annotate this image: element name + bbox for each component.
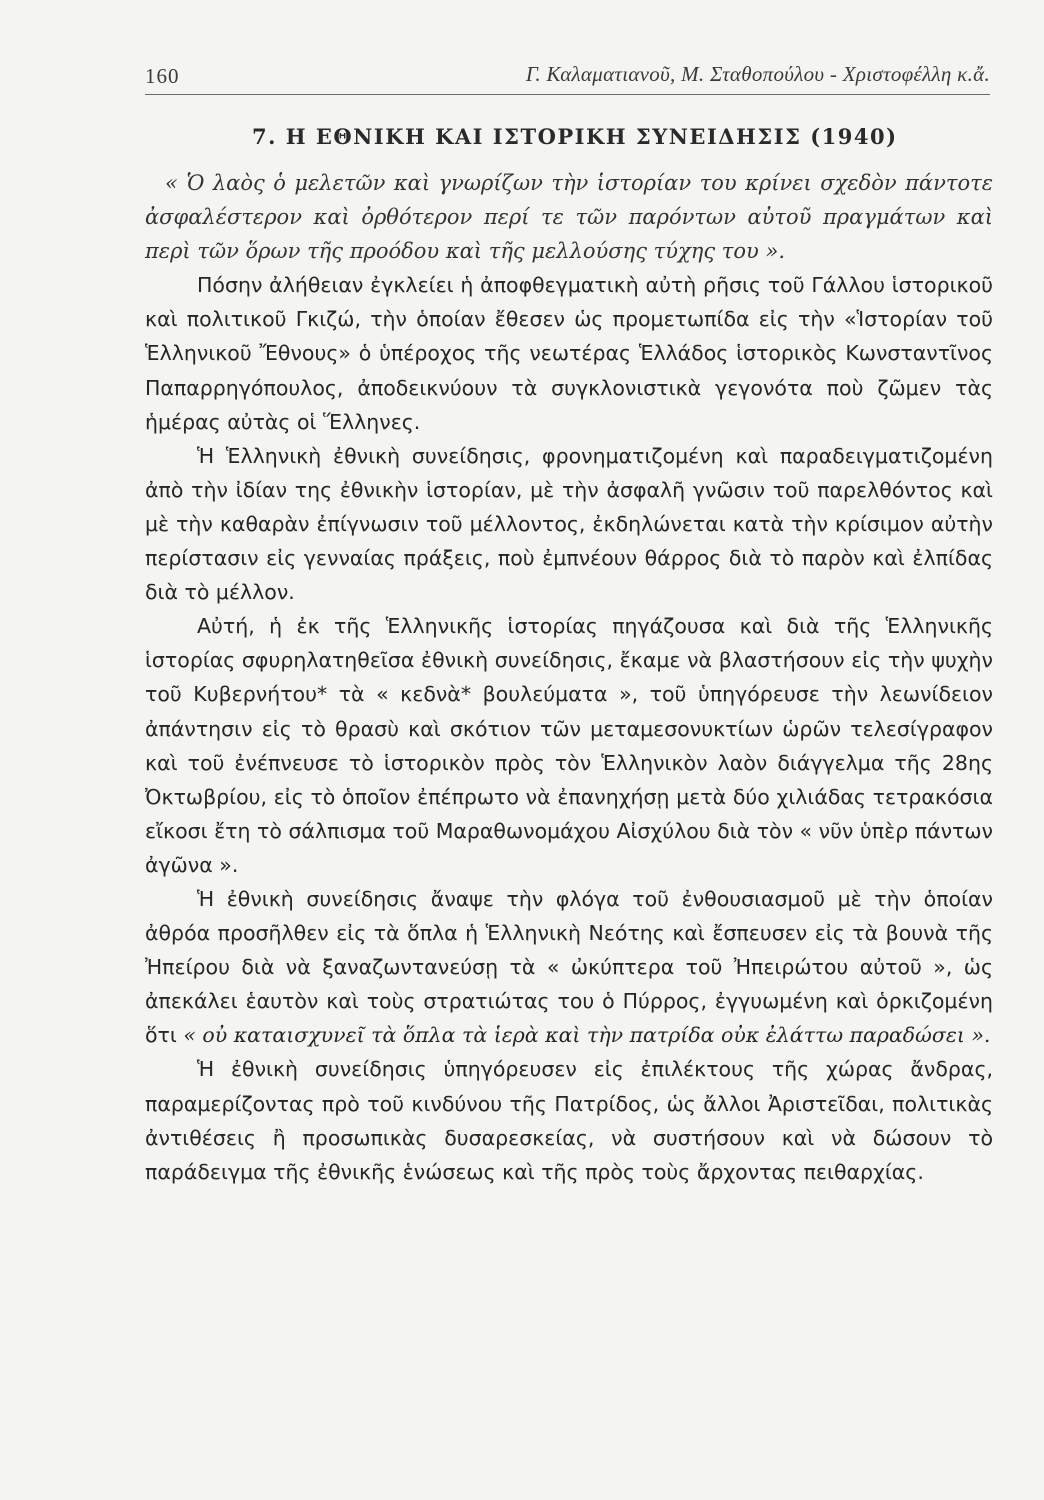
epigraph-quote: « Ὁ λαὸς ὁ μελετῶν καὶ γνωρίζων τὴν ἱστορίαν του κρίνει σχεδὸν πάντοτε ἀσφαλέστερον καὶ ὀρθότερον περί τε τῶν παρόντων αὐτοῦ πραγμάτων καὶ περὶ τῶν ὅρων τῆς προόδου καὶ τῆς μελλούσης τύχης του ». xyxy=(145,171,993,264)
section-title: 7. Η ΕΘΝΙΚΗ ΚΑΙ ΙΣΤΟΡΙΚΗ ΣΥΝΕΙΔΗΣΙΣ (1940) xyxy=(252,124,898,149)
paragraph-3: Αὐτή, ἡ ἐκ τῆς Ἑλληνικῆς ἱστορίας πηγάζουσα καὶ διὰ τῆς Ἑλληνικῆς ἱστορίας σφυρηλατηθεῖσα ἐθνικὴ συνείδησις, ἔκαμε νὰ βλαστήσουν εἰς τὴν ψυχὴν τοῦ Κυβερνήτου* τὰ « κεδνὰ* βουλεύματα », τοῦ ὑπηγόρευσε τὴν λεωνίδειον ἀπάντησιν εἰς τὸ θρασὺ καὶ σκότιον τῶν μεταμεσονυκτίων ὡρῶν τελεσίγραφον καὶ τοῦ ἐνέπνευσε τὸ ἱστορικὸν πρὸς τὸν Ἑλληνικὸν λαὸν διάγγελμα τῆς 28ης Ὀκτωβρίου, εἰς τὸ ὁποῖον ἐπέπρωτο νὰ ἐπανηχήσῃ μετὰ δύο χιλιάδας τετρακόσια εἴκοσι ἔτη τὸ σάλπισμα τοῦ Μαραθωνομάχου Αἰσχύλου διὰ τὸν « νῦν ὑπὲρ πάντων ἀγῶνα ». xyxy=(145,614,993,877)
body-text xyxy=(145,166,993,1189)
paragraph-2: Ἡ Ἑλληνικὴ ἐθνικὴ συνείδησις, φρονηματιζομένη καὶ παραδειγματιζομένη ἀπὸ τὴν ἰδίαν της ἐθνικὴν ἱστορίαν, μὲ τὴν ἀσφαλῆ γνῶσιν τοῦ παρελθόντος καὶ μὲ τὴν καθαρὰν ἐπίγνωσιν τοῦ μέλλοντος, ἐκδηλώνεται κατὰ τὴν κρίσιμον αὐτὴν περίστασιν εἰς γενναίας πράξεις, ποὺ ἐμπνέουν θάρρος διὰ τὸ παρὸν καὶ ἐλπίδας διὰ τὸ μέλλον. xyxy=(145,443,993,605)
paragraph-4-quote: « οὐ καταισχυνεῖ τὰ ὅπλα τὰ ἱερὰ καὶ τὴν πατρίδα οὐκ ἐλάττω παραδώσει ». xyxy=(183,1023,991,1048)
page-number: 160 xyxy=(145,64,180,88)
paragraph-4 xyxy=(145,882,993,1052)
paragraph-1: Πόσην ἀλήθειαν ἐγκλείει ἡ ἀποφθεγματικὴ αὐτὴ ρῆσις τοῦ Γάλλου ἱστορικοῦ καὶ πολιτικοῦ Γκιζώ, τὴν ὁποίαν ἔθεσεν ὡς προμετωπίδα εἰς τὴν «Ἱστορίαν τοῦ Ἑλληνικοῦ Ἔθνους» ὁ ὑπέροχος τῆς νεωτέρας Ἑλλάδος ἱστορικὸς Κωνσταντῖνος Παπαρρηγόπουλος, ἀποδεικνύουν τὰ συγκλονιστικὰ γεγονότα ποὺ ζῶμεν τὰς ἡμέρας αὐτὰς οἱ Ἕλληνες. xyxy=(145,273,993,434)
header-rule xyxy=(145,94,990,95)
running-title: Γ. Καλαματιανοῦ, Μ. Σταθοπούλου - Χριστοφέλλη κ.ἄ. xyxy=(525,62,990,86)
paragraph-4-text: Ἡ ἐθνικὴ συνείδησις ἄναψε τὴν φλόγα τοῦ ἐνθουσιασμοῦ μὲ τὴν ὁποίαν ἀθρόα προσῆλθεν εἰς τὰ ὅπλα ἡ Ἑλληνικὴ Νεότης καὶ ἔσπευσεν εἰς τὰ βουνὰ τῆς Ἠπείρου διὰ νὰ ξαναζωντανεύσῃ τὰ « ὠκύπτερα τοῦ Ἠπειρώτου αὐτοῦ », ὡς ἀπεκάλει ἑαυτὸν καὶ τοὺς στρατιώτας του ὁ Πύρρος, ἐγγυωμένη καὶ ὁρκιζομένη ὅτι xyxy=(145,886,993,1048)
paragraph-5: Ἡ ἐθνικὴ συνείδησις ὑπηγόρευσεν εἰς ἐπιλέκτους τῆς χώρας ἄνδρας, παραμερίζοντας πρὸ τοῦ κινδύνου τῆς Πατρίδος, ὡς ἄλλοι Ἀριστεῖδαι, πολιτικὰς ἀντιθέσεις ἢ προσωπικὰς δυσαρεσκείας, νὰ συστήσουν καὶ νὰ δώσουν τὸ παράδειγμα τῆς ἐθνικῆς ἑνώσεως καὶ τῆς πρὸς τοὺς ἄρχοντας πειθαρχίας. xyxy=(145,1057,993,1184)
running-head xyxy=(145,58,990,94)
